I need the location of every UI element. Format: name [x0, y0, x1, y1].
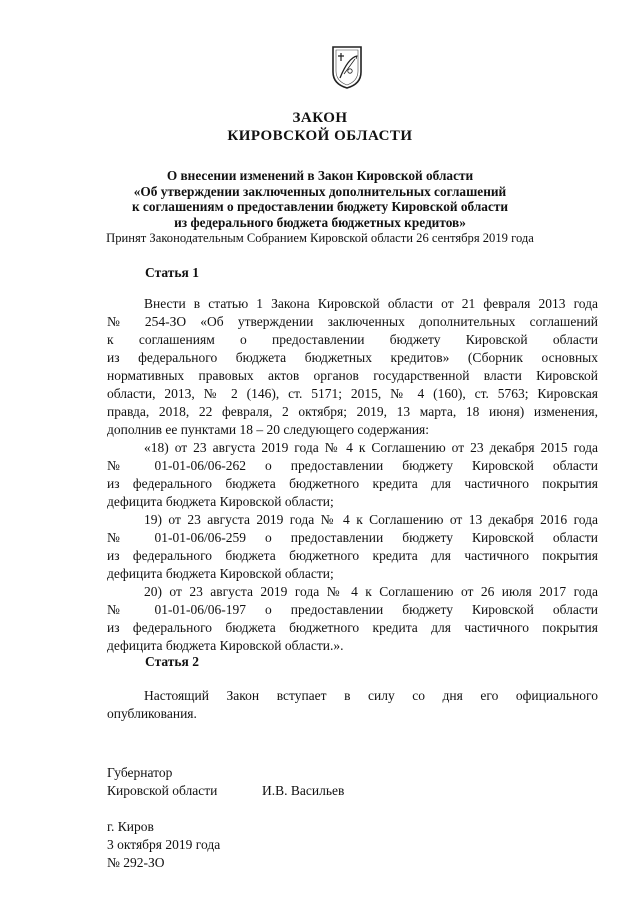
item20-line: 20) от 23 августа 2019 года № 4 к Соглашению от 26 июля 2017 года — [144, 584, 598, 599]
text-line: № 254-ЗО «Об утверждении заключенных дополнительных соглашений — [107, 314, 598, 329]
item20-line: из федерального бюджета бюджетного кредита для частичного покрытия — [107, 620, 598, 635]
item18-line: «18) от 23 августа 2019 года № 4 к Соглашению от 23 декабря 2015 года — [144, 440, 598, 455]
subject-line: из федерального бюджета бюджетных кредитов» — [174, 214, 466, 230]
text-line: правда, 2018, 22 февраля, 2 октября; 2019, 13 марта, 18 июня) изменения, — [107, 404, 598, 419]
city: г. Киров — [107, 819, 154, 834]
item19-line: 19) от 23 августа 2019 года № 4 к Соглашению от 13 декабря 2016 года — [144, 512, 598, 527]
item20-line: № 01-01-06/06-197 о предоставлении бюджету Кировской области — [107, 602, 598, 617]
item18-line: № 01-01-06/06-262 о предоставлении бюджету Кировской области — [107, 458, 598, 473]
item20-line: дефицита бюджета Кировской области.». — [107, 638, 344, 653]
item18-line: из федерального бюджета бюджетного кредита для частичного покрытия — [107, 476, 598, 491]
article2-heading: Статья 2 — [145, 654, 199, 669]
signatory-position — [107, 764, 217, 800]
subject-line: к соглашениям о предоставлении бюджету Кировской области — [131, 199, 509, 214]
text-line: области, 2013, № 2 (146), ст. 5171; 2015, № 4 (160), ст. 5763; Кировская — [107, 386, 598, 401]
law-title-line2: КИРОВСКОЙ ОБЛАСТИ — [227, 128, 413, 144]
subject-line: «Об утверждении заключенных дополнительных соглашений — [133, 183, 507, 199]
subject-line: О внесении изменений в Закон Кировской области — [166, 168, 474, 183]
item19-line: № 01-01-06/06-259 о предоставлении бюджету Кировской области — [107, 530, 598, 545]
item18-line: дефицита бюджета Кировской области; — [107, 494, 334, 509]
article1-heading: Статья 1 — [145, 265, 199, 280]
text-line: опубликования. — [107, 706, 197, 721]
coat-of-arms-icon — [330, 44, 364, 90]
document-footer — [107, 818, 220, 872]
item19-line: из федерального бюджета бюджетного кредита для частичного покрытия — [107, 548, 598, 563]
text-line: Настоящий Закон вступает в силу со дня его официального — [144, 688, 598, 703]
text-line: нормативных правовых актов органов государственной власти Кировской — [107, 368, 598, 383]
law-number: № 292-ЗО — [107, 855, 165, 870]
law-subject — [0, 168, 640, 230]
article1-intro — [107, 295, 598, 655]
text-line: Внести в статью 1 Закона Кировской области от 21 февраля 2013 года — [144, 296, 598, 311]
text-line: из федерального бюджета бюджетных кредитов» (Сборник основных — [107, 350, 598, 365]
adoption-date: 3 октября 2019 года — [107, 837, 221, 852]
adoption-note: Принят Законодательным Собранием Кировской области 26 сентября 2019 года — [106, 231, 534, 245]
position-line: Губернатор — [107, 765, 173, 780]
text-line: дополнив ее пунктами 18 – 20 следующего содержания: — [107, 422, 430, 437]
law-title-line1: ЗАКОН — [292, 110, 348, 126]
text-line: к соглашениям о предоставлении бюджету Кировской области — [107, 332, 598, 347]
article2-text — [107, 687, 598, 723]
signatory-name: И.В. Васильев — [262, 783, 345, 798]
item19-line: дефицита бюджета Кировской области; — [107, 566, 334, 581]
position-line: Кировской области — [107, 783, 218, 798]
